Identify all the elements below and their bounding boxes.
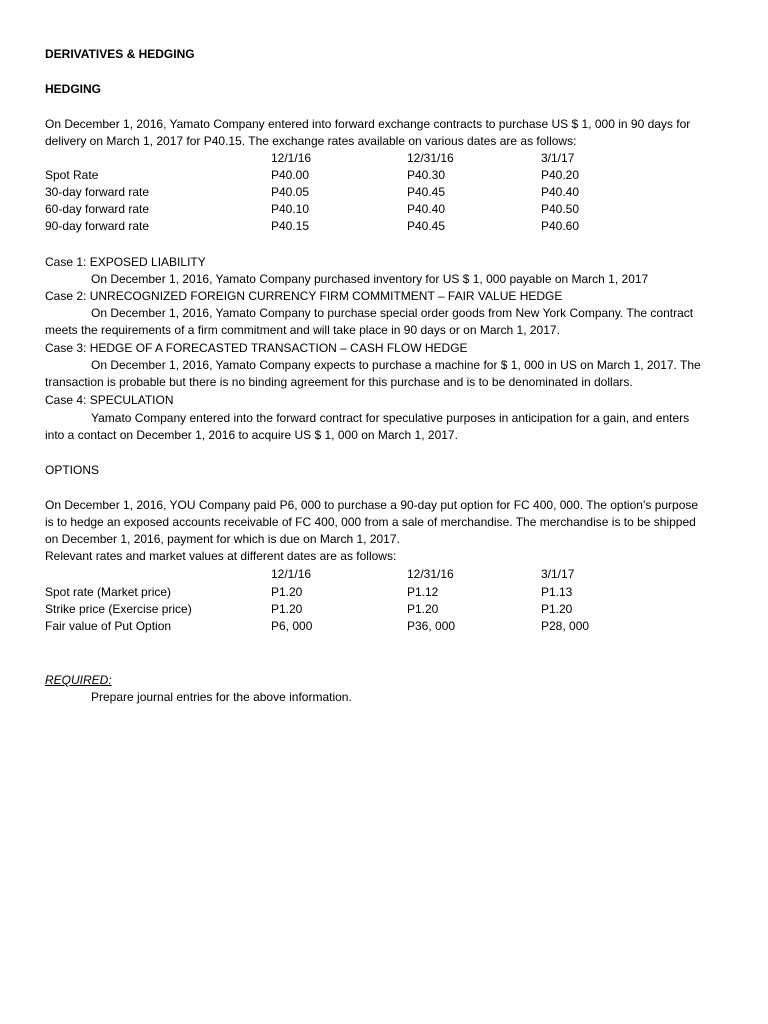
required-text: Prepare journal entries for the above information. (91, 690, 352, 704)
table-cell: P1.12 (407, 585, 439, 599)
case-3-title: Case 3: HEDGE OF A FORECASTED TRANSACTION – CASH FLOW HEDGE (45, 341, 468, 355)
case-3-text-line-2: transaction is probable but there is no binding agreement for this purchase and is to be denominated in dollars. (45, 375, 633, 389)
case-2-text-line-2: meets the requirements of a firm commitment and will take place in 90 days or on March 1, 2017. (45, 323, 560, 337)
table-row (45, 601, 735, 618)
hedging-heading: HEDGING (45, 82, 102, 96)
column-header: 12/1/16 (271, 151, 312, 165)
table-cell: P1.20 (271, 602, 303, 616)
document-title: DERIVATIVES & HEDGING (45, 47, 195, 61)
row-label: Fair value of Put Option (45, 619, 172, 633)
column-header: 12/1/16 (271, 567, 312, 581)
table-cell: P40.45 (407, 185, 446, 199)
table-row (45, 167, 735, 184)
row-label: Spot rate (Market price) (45, 585, 172, 599)
case-4-text-line-2: into a contact on December 1, 2016 to acquire US $ 1, 000 on March 1, 2017. (45, 428, 458, 442)
table-cell: P1.13 (541, 585, 573, 599)
column-header: 12/31/16 (407, 151, 454, 165)
hedging-intro-line-1: On December 1, 2016, Yamato Company entered into forward exchange contracts to purchase US $ 1, 000 in 90 days for (45, 117, 691, 131)
options-text-line-2: is to hedge an exposed accounts receivable of FC 400, 000 from a sale of merchandise. The merchandise is to be shipped (45, 515, 696, 529)
options-heading: OPTIONS (45, 463, 100, 477)
table-cell: P40.15 (271, 219, 310, 233)
options-text-line-4: Relevant rates and market values at different dates are as follows: (45, 549, 397, 563)
table-cell: P6, 000 (271, 619, 313, 633)
table-cell: P1.20 (541, 602, 573, 616)
table-cell: P36, 000 (407, 619, 456, 633)
options-text-line-1: On December 1, 2016, YOU Company paid P6, 000 to purchase a 90-day put option for FC 400, 000. The option’s purpose (45, 498, 699, 512)
table-cell: P40.45 (407, 219, 446, 233)
option-values-table-header (45, 566, 735, 583)
row-label: Strike price (Exercise price) (45, 602, 192, 616)
table-cell: P40.50 (541, 202, 580, 216)
row-label: 30-day forward rate (45, 185, 150, 199)
table-cell: P40.10 (271, 202, 310, 216)
case-2-title: Case 2: UNRECOGNIZED FOREIGN CURRENCY FIRM COMMITMENT – FAIR VALUE HEDGE (45, 289, 563, 303)
table-cell: P40.05 (271, 185, 310, 199)
options-text-line-3: on December 1, 2016, payment for which is due on March 1, 2017. (45, 532, 400, 546)
hedging-intro-line-2: delivery on March 1, 2017 for P40.15. The exchange rates available on various dates are as follows: (45, 134, 577, 148)
case-4-title: Case 4: SPECULATION (45, 393, 174, 407)
table-row (45, 618, 735, 635)
case-1-title: Case 1: EXPOSED LIABILITY (45, 255, 206, 269)
row-label: Spot Rate (45, 168, 99, 182)
required-label: REQUIRED: (45, 673, 112, 687)
case-2-text-line-1: On December 1, 2016, Yamato Company to purchase special order goods from New York Company. The contract (91, 306, 694, 320)
column-header: 3/1/17 (541, 567, 575, 581)
table-cell: P40.40 (407, 202, 446, 216)
column-header: 3/1/17 (541, 151, 575, 165)
table-cell: P28, 000 (541, 619, 590, 633)
case-3-text-line-1: On December 1, 2016, Yamato Company expects to purchase a machine for $ 1, 000 in US on March 1, 2017. The (91, 358, 701, 372)
column-header: 12/31/16 (407, 567, 454, 581)
table-cell: P40.30 (407, 168, 446, 182)
forward-rate-table-header (45, 150, 735, 167)
case-1-text: On December 1, 2016, Yamato Company purchased inventory for US $ 1, 000 payable on March 1, 2017 (91, 272, 649, 286)
table-cell: P1.20 (407, 602, 439, 616)
table-row (45, 184, 735, 201)
table-cell: P40.20 (541, 168, 580, 182)
table-row (45, 584, 735, 601)
table-row (45, 201, 735, 218)
case-4-text-line-1: Yamato Company entered into the forward contract for speculative purposes in anticipation for a gain, and enters (91, 411, 690, 425)
table-cell: P40.40 (541, 185, 580, 199)
table-cell: P40.00 (271, 168, 310, 182)
table-cell: P40.60 (541, 219, 580, 233)
row-label: 90-day forward rate (45, 219, 150, 233)
table-row (45, 218, 735, 235)
row-label: 60-day forward rate (45, 202, 150, 216)
table-cell: P1.20 (271, 585, 303, 599)
